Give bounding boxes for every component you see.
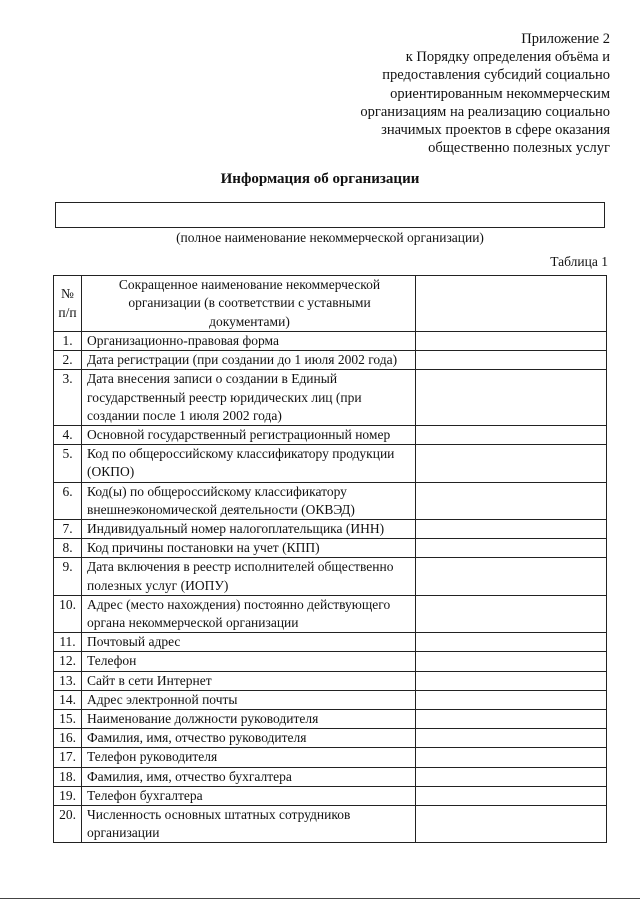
- row-number-cell: 5.: [54, 445, 82, 482]
- row-label-cell: Телефон: [82, 652, 416, 671]
- row-label-cell: Фамилия, имя, отчество бухгалтера: [82, 767, 416, 786]
- appendix-line: общественно полезных услуг: [428, 140, 610, 157]
- row-number-cell: 7.: [54, 520, 82, 539]
- table-row: [54, 767, 607, 786]
- row-number-cell: 15.: [54, 710, 82, 729]
- table-row: [54, 633, 607, 652]
- table-row: [54, 558, 607, 595]
- row-label-cell: Сайт в сети Интернет: [82, 671, 416, 690]
- row-label-cell: Телефон бухгалтера: [82, 786, 416, 805]
- page-bottom-line: [0, 898, 640, 899]
- row-value-cell[interactable]: [416, 558, 607, 595]
- row-value-cell[interactable]: [416, 332, 607, 351]
- table-row: [54, 786, 607, 805]
- row-number-cell: 2.: [54, 351, 82, 370]
- table-row: [54, 690, 607, 709]
- row-value-cell[interactable]: [416, 806, 607, 843]
- row-value-cell[interactable]: [416, 633, 607, 652]
- table-row: [54, 595, 607, 632]
- header-value-cell[interactable]: [416, 276, 607, 332]
- row-label-cell: Дата регистрации (при создании до 1 июля 2002 года): [82, 351, 416, 370]
- header-num-cell: № п/п: [54, 276, 82, 332]
- appendix-line: значимых проектов в сфере оказания: [381, 122, 610, 139]
- row-value-cell[interactable]: [416, 370, 607, 426]
- row-number-cell: 8.: [54, 539, 82, 558]
- table-row: [54, 482, 607, 519]
- table-row: [54, 748, 607, 767]
- row-value-cell[interactable]: [416, 520, 607, 539]
- table-row: [54, 332, 607, 351]
- row-value-cell[interactable]: [416, 690, 607, 709]
- table-row: [54, 351, 607, 370]
- row-number-cell: 12.: [54, 652, 82, 671]
- row-number-cell: 3.: [54, 370, 82, 426]
- row-value-cell[interactable]: [416, 729, 607, 748]
- row-number-cell: 17.: [54, 748, 82, 767]
- table-caption: Таблица 1: [550, 254, 608, 269]
- table-row: [54, 520, 607, 539]
- row-label-cell: Код причины постановки на учет (КПП): [82, 539, 416, 558]
- row-number-cell: 20.: [54, 806, 82, 843]
- row-number-cell: 10.: [54, 595, 82, 632]
- row-label-cell: Дата включения в реестр исполнителей общественно полезных услуг (ИОПУ): [82, 558, 416, 595]
- row-value-cell[interactable]: [416, 767, 607, 786]
- table-row: [54, 370, 607, 426]
- appendix-line: к Порядку определения объёма и: [405, 49, 610, 66]
- row-number-cell: 18.: [54, 767, 82, 786]
- row-number-cell: 6.: [54, 482, 82, 519]
- row-value-cell[interactable]: [416, 445, 607, 482]
- row-label-cell: Почтовый адрес: [82, 633, 416, 652]
- row-value-cell[interactable]: [416, 426, 607, 445]
- appendix-header: [280, 30, 610, 157]
- row-number-cell: 19.: [54, 786, 82, 805]
- row-value-cell[interactable]: [416, 482, 607, 519]
- table-row: [54, 539, 607, 558]
- table-row: [54, 445, 607, 482]
- row-label-cell: Основной государственный регистрационный номер: [82, 426, 416, 445]
- row-label-cell: Организационно-правовая форма: [82, 332, 416, 351]
- appendix-line: предоставления субсидий социально: [382, 67, 610, 84]
- row-value-cell[interactable]: [416, 671, 607, 690]
- appendix-line: организациям на реализацию социально: [360, 103, 610, 120]
- appendix-line: ориентированным некоммерческим: [390, 85, 610, 102]
- row-label-cell: Код по общероссийскому классификатору продукции (ОКПО): [82, 445, 416, 482]
- table-header-row: [54, 276, 607, 332]
- header-label-cell: Сокращенное наименование некоммерческой организации (в соответствии с уставными документами): [82, 276, 416, 332]
- table-row: [54, 426, 607, 445]
- row-label-cell: Численность основных штатных сотрудников организации: [82, 806, 416, 843]
- document-title: Информация об организации: [220, 171, 420, 187]
- row-label-cell: Адрес (место нахождения) постоянно действующего органа некоммерческой организации: [82, 595, 416, 632]
- table-row: [54, 652, 607, 671]
- organization-info-table: [53, 275, 607, 843]
- row-number-cell: 9.: [54, 558, 82, 595]
- table-row: [54, 729, 607, 748]
- row-number-cell: 14.: [54, 690, 82, 709]
- row-label-cell: Фамилия, имя, отчество руководителя: [82, 729, 416, 748]
- row-label-cell: Код(ы) по общероссийскому классификатору внешнеэкономической деятельности (ОКВЭД): [82, 482, 416, 519]
- appendix-line: Приложение 2: [521, 31, 610, 47]
- row-value-cell[interactable]: [416, 539, 607, 558]
- table-row: [54, 671, 607, 690]
- row-value-cell[interactable]: [416, 710, 607, 729]
- row-label-cell: Наименование должности руководителя: [82, 710, 416, 729]
- table-row: [54, 806, 607, 843]
- row-value-cell[interactable]: [416, 652, 607, 671]
- row-value-cell[interactable]: [416, 748, 607, 767]
- row-number-cell: 4.: [54, 426, 82, 445]
- organization-full-name-field[interactable]: [55, 202, 605, 228]
- row-number-cell: 13.: [54, 671, 82, 690]
- row-label-cell: Адрес электронной почты: [82, 690, 416, 709]
- organization-full-name-caption: (полное наименование некоммерческой организации): [176, 230, 484, 245]
- row-label-cell: Телефон руководителя: [82, 748, 416, 767]
- table-row: [54, 710, 607, 729]
- row-value-cell[interactable]: [416, 786, 607, 805]
- row-value-cell[interactable]: [416, 595, 607, 632]
- row-number-cell: 16.: [54, 729, 82, 748]
- row-label-cell: Индивидуальный номер налогоплательщика (ИНН): [82, 520, 416, 539]
- row-value-cell[interactable]: [416, 351, 607, 370]
- row-number-cell: 11.: [54, 633, 82, 652]
- row-number-cell: 1.: [54, 332, 82, 351]
- row-label-cell: Дата внесения записи о создании в Единый государственный реестр юридических лиц (при создании после 1 июля 2002 года): [82, 370, 416, 426]
